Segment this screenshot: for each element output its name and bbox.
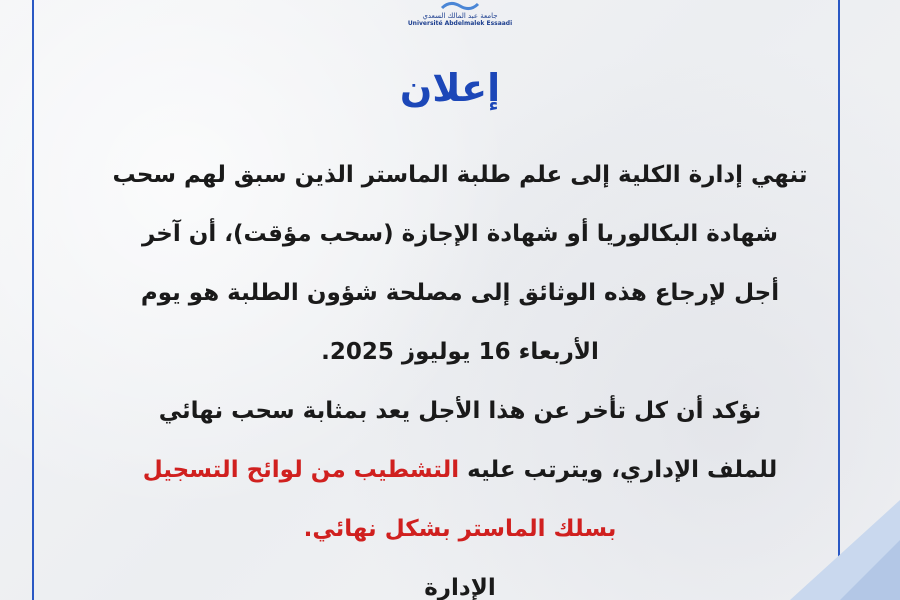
announcement-title: إعلان	[399, 66, 501, 110]
signature: الإدارة	[424, 575, 496, 600]
highlight-text: التشطيب من لوائح التسجيل	[142, 457, 460, 483]
body-line-2: شهادة البكالوريا أو شهادة الإجازة (سحب مؤقت)، أن آخر	[141, 221, 779, 247]
logo-name-arabic: جامعة عبد المالك السعدي	[422, 12, 498, 20]
logo-wave-icon	[440, 0, 480, 12]
university-logo	[398, 0, 522, 36]
announcement-body	[100, 146, 820, 600]
corner-decoration-inner	[840, 540, 900, 600]
body-line-4: الأربعاء 16 يوليوز 2025.	[321, 339, 599, 365]
body-line-5: نؤكد أن كل تأخر عن هذا الأجل يعد بمثابة سحب نهائي	[158, 398, 762, 424]
body-line-6-text: للملف الإداري، ويترتب عليه	[467, 457, 778, 483]
body-line-1: تنهي إدارة الكلية إلى علم طلبة الماستر الذين سبق لهم سحب	[112, 162, 808, 188]
body-line-3: أجل لإرجاع هذه الوثائق إلى مصلحة شؤون الطلبة هو يوم	[140, 280, 780, 306]
logo-name-french: Université Abdelmalek Essaadi	[407, 20, 513, 27]
body-line-6	[100, 441, 820, 500]
body-line-7: بسلك الماستر بشكل نهائي.	[303, 516, 617, 542]
